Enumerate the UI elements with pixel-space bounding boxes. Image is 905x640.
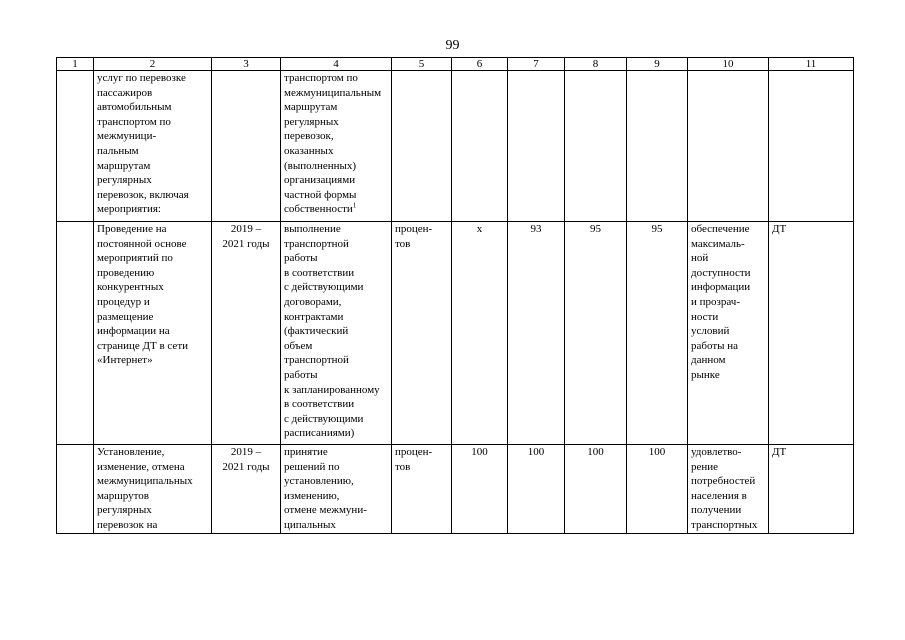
table-row: [57, 222, 854, 445]
indicator-text: транспортом по межмуниципальным маршрутам регулярных перевозок, оказанных (выполненных) организациями частной формы собственности: [284, 72, 382, 216]
period-cell: [212, 71, 281, 222]
column-number: 2: [94, 58, 212, 71]
result-cell: [688, 71, 769, 222]
value-cell: [452, 71, 508, 222]
unit-cell: процен- тов: [392, 445, 452, 534]
unit-cell: процен- тов: [392, 222, 452, 445]
result-cell: обеспечение максималь- ной доступности информации и прозрач- ности условий работы на данном рынке: [688, 222, 769, 445]
value-cell: 95: [565, 222, 627, 445]
responsible-cell: ДТ: [769, 222, 854, 445]
column-number: 10: [688, 58, 769, 71]
measures-table: [56, 57, 854, 534]
table-row: [57, 445, 854, 534]
column-number: 4: [281, 58, 392, 71]
value-cell: 100: [627, 445, 688, 534]
column-number: 7: [508, 58, 565, 71]
result-cell: удовлетво- рение потребностей населения в получении транспортных: [688, 445, 769, 534]
value-cell: 100: [565, 445, 627, 534]
table-header-row: [57, 58, 854, 71]
value-cell: 100: [508, 445, 565, 534]
column-number: 6: [452, 58, 508, 71]
period-cell: 2019 – 2021 годы: [212, 222, 281, 445]
column-number: 5: [392, 58, 452, 71]
value-cell: [627, 71, 688, 222]
value-cell: х: [452, 222, 508, 445]
indicator-cell: выполнение транспортной работы в соответствии с действующими договорами, контрактами (фактический объем транспортной работы к запланированному в соответствии с действующими расписаниями): [281, 222, 392, 445]
table-cell: [57, 445, 94, 534]
measure-description: услуг по перевозке пассажиров автомобильным транспортом по межмуници- пальным маршрутам регулярных перевозок, включая мероприятия:: [94, 71, 212, 222]
value-cell: 95: [627, 222, 688, 445]
value-cell: 93: [508, 222, 565, 445]
column-number: 9: [627, 58, 688, 71]
value-cell: [508, 71, 565, 222]
indicator-cell: [281, 71, 392, 222]
responsible-cell: ДТ: [769, 445, 854, 534]
table-row: [57, 71, 854, 222]
footnote-marker: 1: [352, 201, 357, 210]
column-number: 11: [769, 58, 854, 71]
table-cell: [57, 71, 94, 222]
unit-cell: [392, 71, 452, 222]
responsible-cell: [769, 71, 854, 222]
table-cell: [57, 222, 94, 445]
period-cell: 2019 – 2021 годы: [212, 445, 281, 534]
column-number: 1: [57, 58, 94, 71]
value-cell: 100: [452, 445, 508, 534]
indicator-cell: принятие решений по установлению, изменению, отмене межмуни- ципальных: [281, 445, 392, 534]
page-number: 99: [445, 38, 460, 53]
measure-description: Проведение на постоянной основе мероприятий по проведению конкурентных процедур и размещение информации на странице ДТ в сети «Интернет»: [94, 222, 212, 445]
column-number: 3: [212, 58, 281, 71]
column-number: 8: [565, 58, 627, 71]
measure-description: Установление, изменение, отмена межмуниципальных маршрутов регулярных перевозок на: [94, 445, 212, 534]
value-cell: [565, 71, 627, 222]
